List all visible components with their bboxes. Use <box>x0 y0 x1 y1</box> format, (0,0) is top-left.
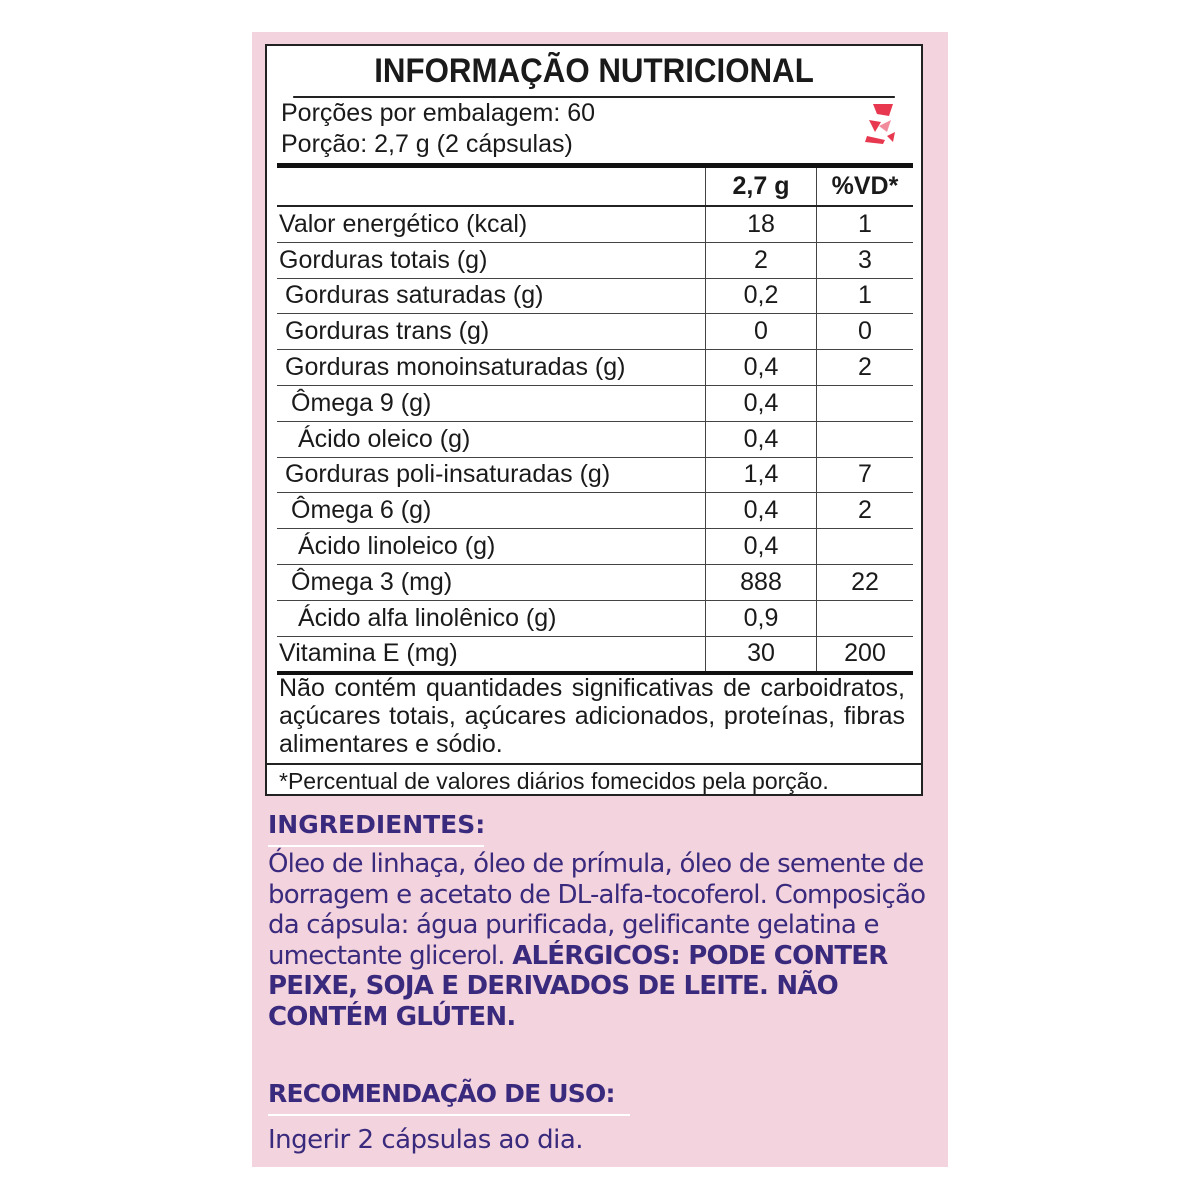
table-row <box>277 278 913 314</box>
table-row <box>277 564 913 600</box>
nutrient-name: Ácido alfa linolênico (g) <box>277 600 706 636</box>
nutrient-name: Ácido oleico (g) <box>277 421 706 457</box>
table-row <box>277 350 913 386</box>
nutrient-qty: 0,4 <box>706 385 817 421</box>
daily-value-footnote: *Percentual de valores diários fomecidos pela porção. <box>267 763 921 797</box>
nutrient-qty: 0,4 <box>706 350 817 386</box>
nutrient-vd: 200 <box>817 636 914 673</box>
nutrient-vd <box>817 529 914 565</box>
nutrient-qty: 1,4 <box>706 457 817 493</box>
nutrient-vd: 22 <box>817 564 914 600</box>
usage-text: Ingerir 2 cápsulas ao dia. <box>268 1125 584 1155</box>
usage-heading: RECOMENDAÇÃO DE USO: <box>268 1079 615 1108</box>
nutrient-vd: 2 <box>817 493 914 529</box>
nutrient-name: Gorduras monoinsaturadas (g) <box>277 350 706 386</box>
servings-info <box>267 98 921 164</box>
nutrient-name: Gorduras saturadas (g) <box>277 278 706 314</box>
nutrient-vd: 3 <box>817 242 914 278</box>
table-row <box>277 600 913 636</box>
nutrient-name: Ácido linoleico (g) <box>277 529 706 565</box>
nutrient-name: Gorduras poli-insaturadas (g) <box>277 457 706 493</box>
table-row <box>277 314 913 350</box>
nutrient-qty: 18 <box>706 206 817 242</box>
nutrient-qty: 0,2 <box>706 278 817 314</box>
nutrient-vd: 7 <box>817 457 914 493</box>
table-row <box>277 206 913 242</box>
nutrient-qty: 0 <box>706 314 817 350</box>
nutrient-qty: 0,4 <box>706 529 817 565</box>
nutrient-qty: 0,4 <box>706 421 817 457</box>
nutrient-qty: 0,9 <box>706 600 817 636</box>
nutrient-vd <box>817 421 914 457</box>
nutrient-qty: 0,4 <box>706 493 817 529</box>
nutrition-table <box>277 163 913 675</box>
servings-per-package: Porções por embalagem: 60 <box>281 99 596 127</box>
table-row <box>277 457 913 493</box>
ingredients-list: Óleo de linhaça, óleo de prímula, óleo de semente de borragem e acetato de DL-alfa-tocoferol. Composição da cápsula: água purificada, gelificante gelatina e umectante glicerol. <box>268 849 926 971</box>
usage-heading-underline <box>268 1114 630 1116</box>
red-seal-icon <box>863 102 899 146</box>
nutrient-qty: 2 <box>706 242 817 278</box>
allergens-warning: ALÉRGICOS: PODE CONTER PEIXE, SOJA E DERIVADOS DE LEITE. NÃO CONTÉM GLÚTEN. <box>268 940 888 1032</box>
header-name-cell <box>277 166 706 207</box>
table-row <box>277 421 913 457</box>
nutrition-title: INFORMAÇÃO NUTRICIONAL <box>293 46 895 98</box>
serving-size: Porção: 2,7 g (2 cápsulas) <box>281 130 573 158</box>
nutrient-vd <box>817 385 914 421</box>
nutrient-qty: 30 <box>706 636 817 673</box>
nutrient-name: Vitamina E (mg) <box>277 636 706 673</box>
nutrient-name: Valor energético (kcal) <box>277 206 706 242</box>
nutrition-facts-box <box>265 44 923 796</box>
ingredients-heading: INGREDIENTES: <box>268 810 486 839</box>
ingredients-text <box>268 849 936 1032</box>
table-row <box>277 242 913 278</box>
nutrient-name: Ômega 9 (g) <box>277 385 706 421</box>
header-vd-cell: %VD* <box>817 166 914 207</box>
nutrient-qty: 888 <box>706 564 817 600</box>
table-row <box>277 529 913 565</box>
header-qty-cell: 2,7 g <box>706 166 817 207</box>
table-header-row <box>277 166 913 207</box>
nutrition-note: Não contém quantidades significativas de carboidratos, açúcares totais, açúcares adicionados, proteínas, fibras alimentares e sódio. <box>279 674 905 758</box>
table-row <box>277 493 913 529</box>
nutrient-vd: 2 <box>817 350 914 386</box>
table-row <box>277 385 913 421</box>
nutrient-name: Ômega 3 (mg) <box>277 564 706 600</box>
nutrient-name: Gorduras trans (g) <box>277 314 706 350</box>
nutrient-vd <box>817 600 914 636</box>
nutrient-name: Gorduras totais (g) <box>277 242 706 278</box>
ingredients-heading-underline <box>268 845 484 847</box>
nutrient-vd: 1 <box>817 278 914 314</box>
nutrient-name: Ômega 6 (g) <box>277 493 706 529</box>
nutrient-vd: 0 <box>817 314 914 350</box>
table-row <box>277 636 913 673</box>
nutrient-vd: 1 <box>817 206 914 242</box>
